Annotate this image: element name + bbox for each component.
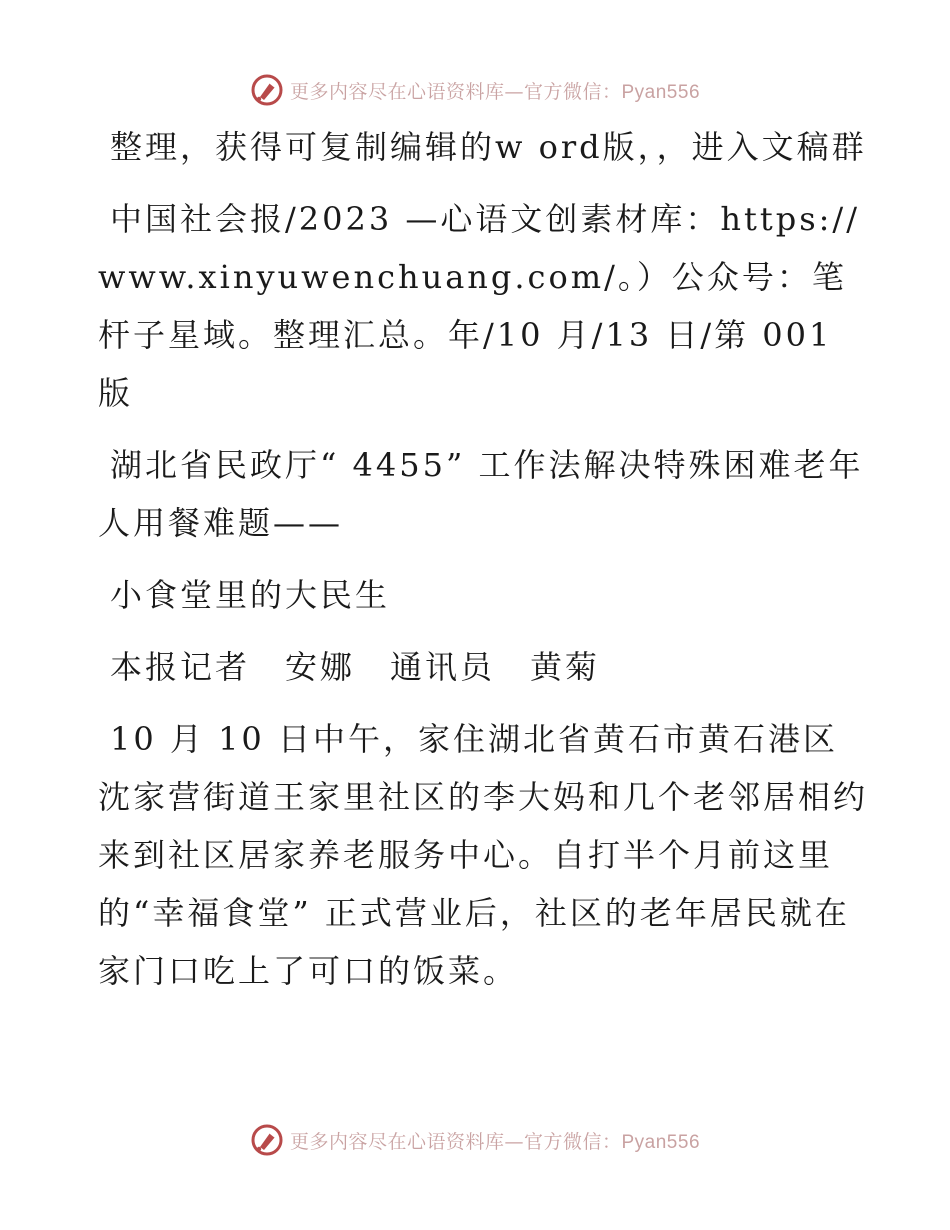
footer-watermark [0,1120,950,1160]
headline-subtitle: 湖北省民政厅“ 4455” 工作法解决特殊困难老年人用餐难题—— [98,446,864,542]
pen-nib-circle-icon [250,1123,284,1157]
document-body [98,118,868,1014]
header-watermark [0,70,950,110]
pen-nib-circle-icon [250,73,284,107]
paragraph-source: 中国社会报/2023 —心语文创素材库：https://www.xinyuwenchuang.com/。）公众号：笔杆子星域。整理汇总。年/10 月/13 日/第 001 版 [98,200,860,412]
paragraph-intro: 整理，获得可复制编辑的w ord版，，进入文稿群 [110,128,867,166]
paragraph-body: 10 月 10 日中午，家住湖北省黄石市黄石港区沈家营街道王家里社区的李大妈和几个老邻居相约来到社区居家养老服务中心。自打半个月前这里的“幸福食堂” 正式营业后，社区的老年居民就在家门口吃上了可口的饭菜。 [98,720,869,990]
watermark-text: 更多内容尽在心语资料库—官方微信：Pyan556 [289,1130,701,1153]
headline-title: 小食堂里的大民生 [110,576,391,614]
byline: 本报记者 安娜 通讯员 黄菊 [110,648,601,686]
watermark-text: 更多内容尽在心语资料库—官方微信：Pyan556 [289,80,701,103]
